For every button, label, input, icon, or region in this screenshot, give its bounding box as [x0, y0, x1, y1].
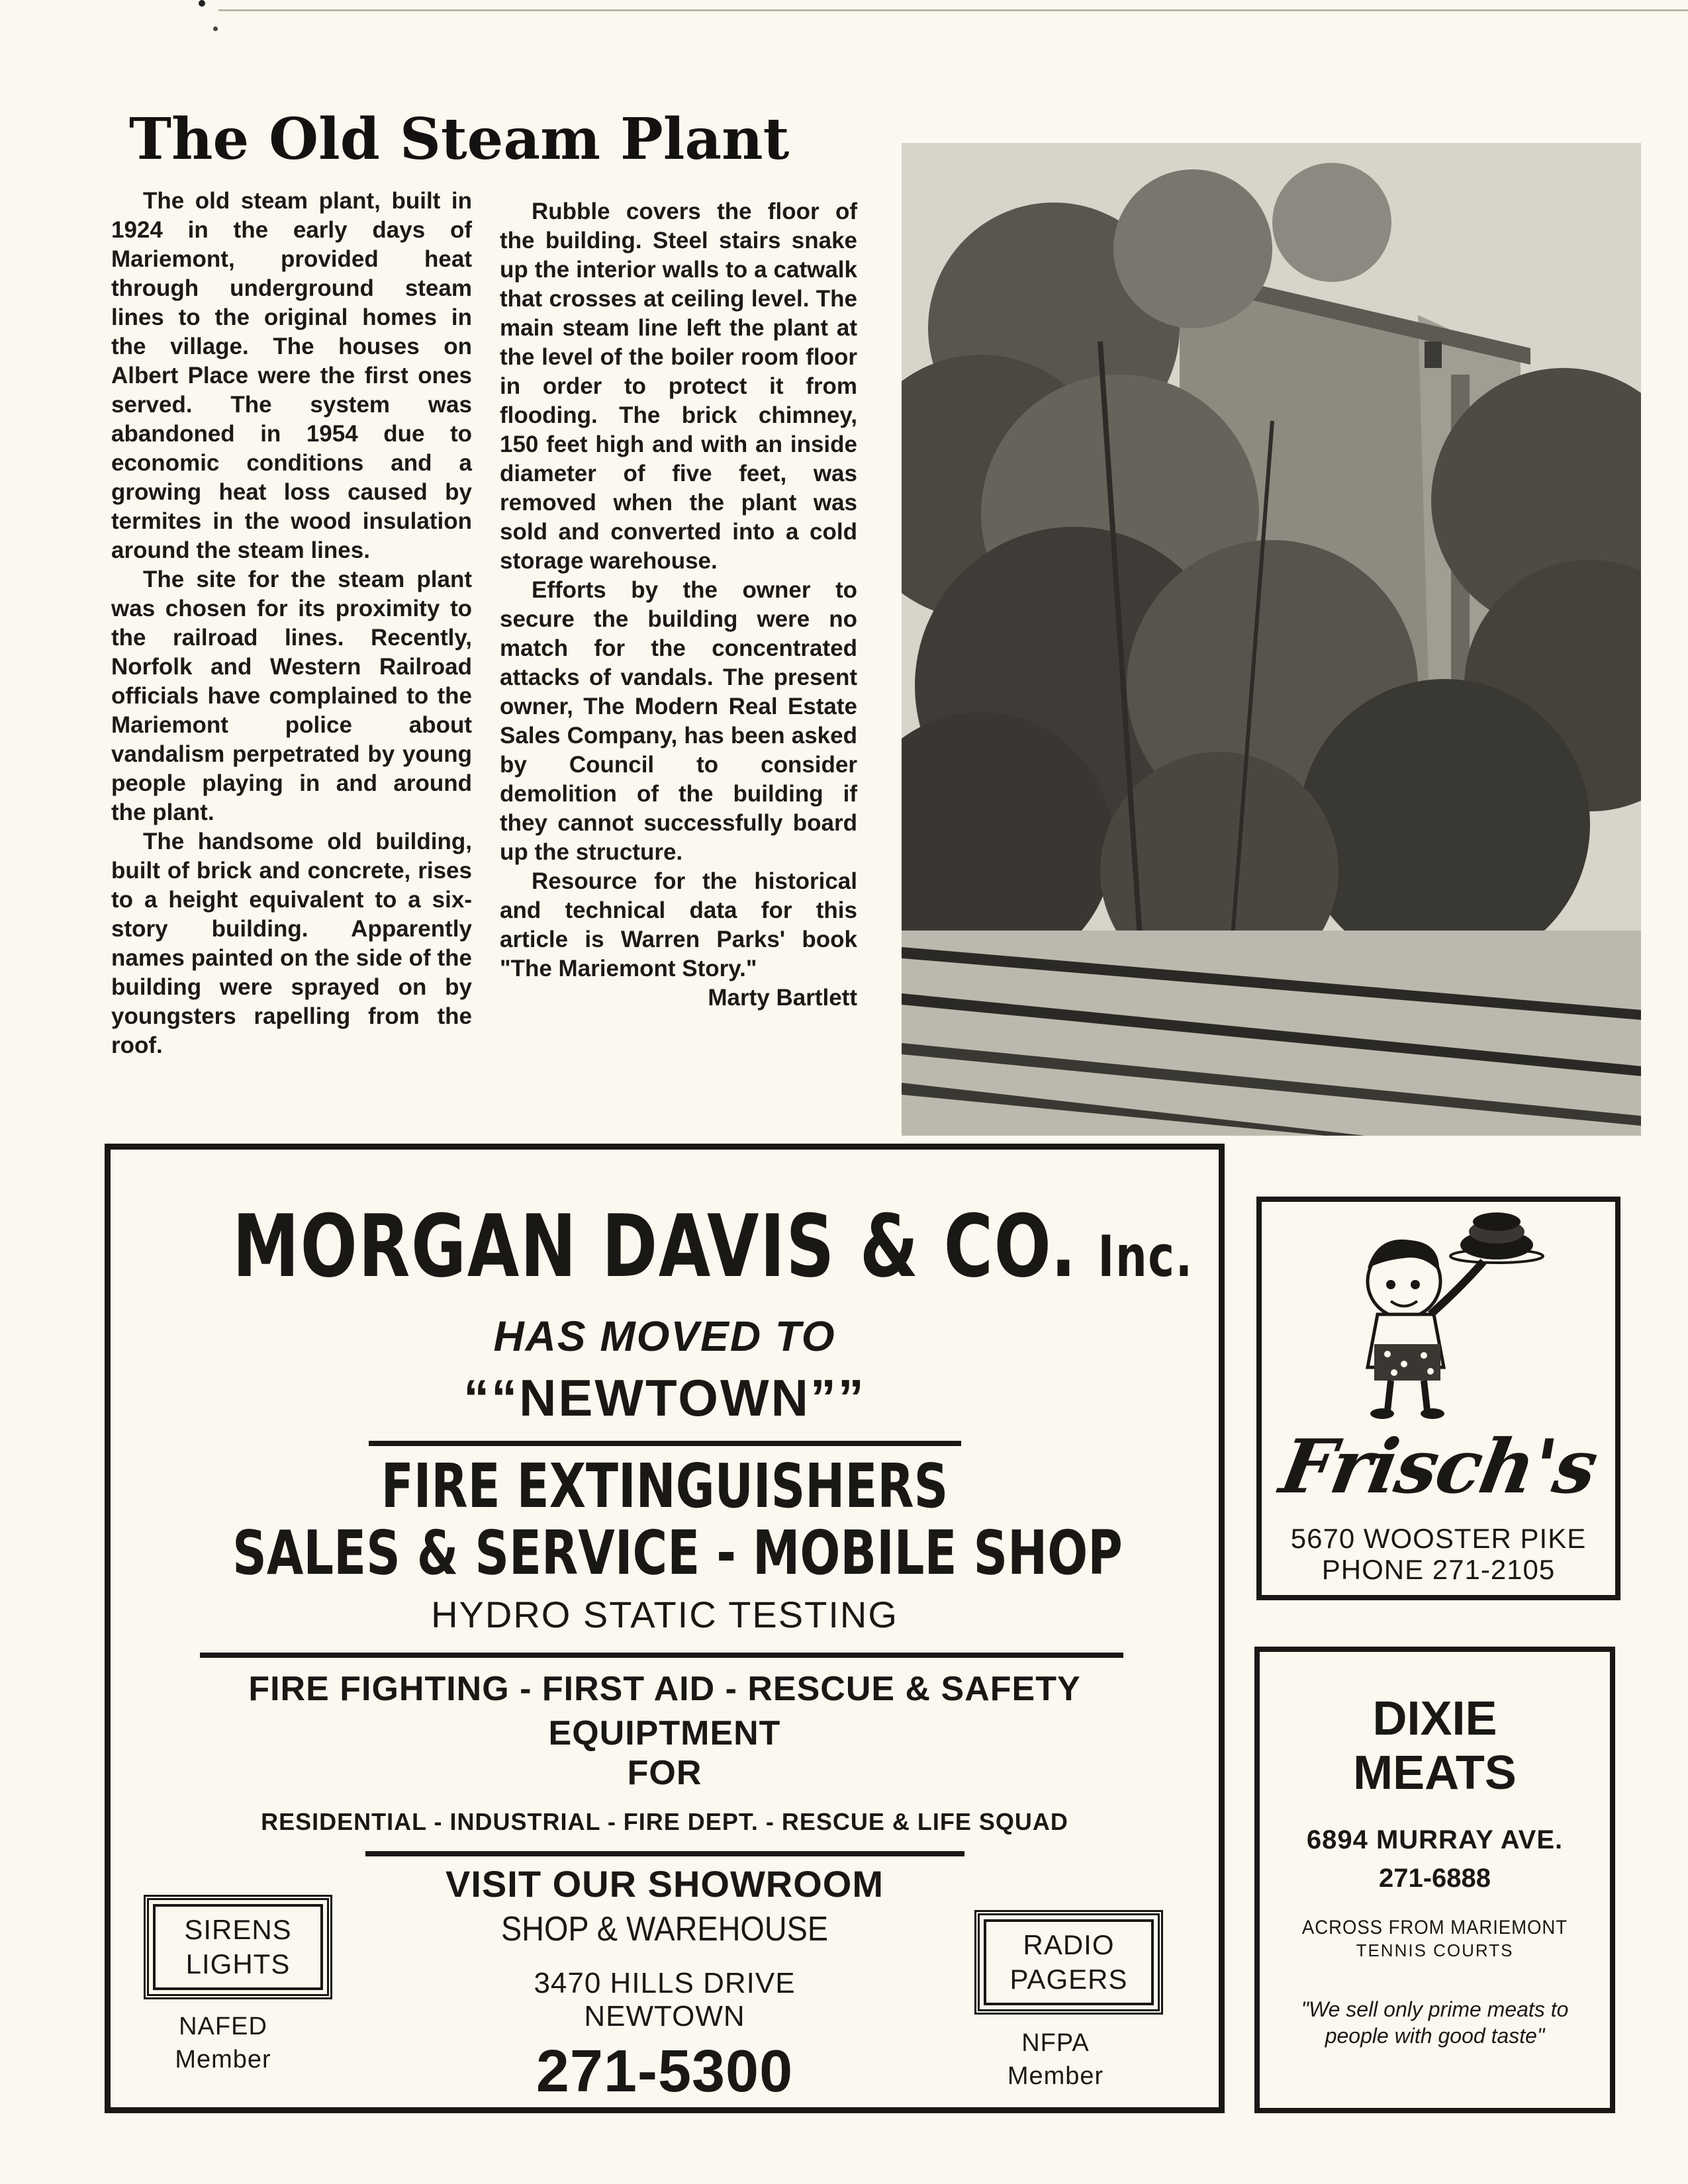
dixie-name-line: DIXIE	[1372, 1692, 1497, 1745]
hydro-testing-text: HYDRO STATIC TESTING	[431, 1594, 898, 1635]
corner-mark	[213, 26, 218, 31]
equipment-text: EQUIPTMENT	[548, 1714, 781, 1752]
sirens-label: SIRENS	[184, 1914, 292, 1945]
phone-number: 271-5300	[536, 2038, 794, 2105]
shop-warehouse-text: SHOP & WAREHOUSE	[500, 1910, 829, 1948]
divider-rule	[369, 1441, 961, 1446]
frischs-logo: Frisch's	[1274, 1424, 1603, 1510]
article-paragraph: Efforts by the owner to secure the building were no match for the concentrated attacks of vandals. The present owner, The Modern Real Estate Sales Company, has been asked by Council to consider demolition of the building if they cannot successfully board up the structure.	[500, 577, 857, 865]
steam-plant-photo	[902, 143, 1641, 1136]
nfpa-label: NFPA	[1021, 2029, 1090, 2057]
dixie-phone: 271-6888	[1378, 1864, 1491, 1893]
fire-fighting-text: FIRE FIGHTING - FIRST AID - RESCUE & SAFETY	[248, 1670, 1081, 1708]
dixie-slogan: "We sell only prime meats to people with good taste"	[1301, 1997, 1569, 2048]
frischs-phone: PHONE 271-2105	[1321, 1554, 1556, 1585]
dixie-address: 6894 MURRAY AVE.	[1306, 1825, 1564, 1854]
dixie-location-line: TENNIS COURTS	[1356, 1940, 1514, 1960]
corner-mark	[199, 0, 205, 7]
big-boy-mascot-icon	[1262, 1202, 1615, 1420]
frischs-address: 5670 WOOSTER PIKE	[1290, 1523, 1587, 1554]
nafed-label: NAFED	[179, 2013, 267, 2040]
article-paragraph: The handsome old building, built of brick and concrete, rises to a height equivalent to a six-story building. Apparently names painted on the side of the building were sprayed on by youngsters rapelling from the roof.	[111, 829, 472, 1058]
town-text: NEWTOWN	[584, 2000, 745, 2032]
showroom-heading: VISIT OUR SHOWROOM	[445, 1863, 884, 1905]
meats-name-line: MEATS	[1353, 1747, 1517, 1799]
frischs-advertisement	[1256, 1197, 1620, 1600]
radio-pagers-box	[974, 1910, 1163, 2015]
sirens-lights-box	[144, 1895, 332, 1999]
pagers-label: PAGERS	[1009, 1964, 1128, 1995]
member-label: Member	[175, 2046, 271, 2073]
article-column-2	[500, 197, 857, 1013]
morgan-davis-advertisement	[105, 1144, 1225, 2113]
company-name	[232, 1196, 1194, 1297]
steam-plant-photo-image	[902, 143, 1641, 1136]
article-title: The Old Steam Plant	[129, 106, 790, 173]
address-text: 3470 HILLS DRIVE	[534, 1967, 796, 1999]
article-paragraph: The old steam plant, built in 1924 in the early days of Mariemont, provided heat through underground steam lines to the original homes in the village. The houses on Albert Place were the first ones served. The system was abandoned in 1954 due to economic conditions and a growing heat loss caused by termites in the wood insulation around the steam lines.	[111, 188, 472, 563]
dixie-meats-name	[1260, 1692, 1610, 1800]
lights-label: LIGHTS	[185, 1948, 291, 1979]
article-column-1	[111, 187, 472, 1060]
sales-service-heading: SALES & SERVICE - MOBILE SHOP	[232, 1518, 1123, 1588]
member-label: Member	[1007, 2062, 1104, 2090]
nfpa-member	[968, 2026, 1143, 2093]
radio-label: RADIO	[1023, 1929, 1115, 1960]
company-inc: Inc.	[1098, 1224, 1194, 1290]
top-rule	[218, 9, 1688, 11]
moved-heading: HAS MOVED TO	[493, 1312, 836, 1360]
for-text: FOR	[627, 1754, 702, 1792]
article-paragraph: Rubble covers the floor of the building. Steel stairs snake up the interior walls to a catwalk that crosses at ceiling level. The main steam line left the plant at the level of the boiler room floor in order to protect it from flooding. The brick chimney, 150 feet high and with an inside diameter of five feet, was removed when the plant was sold and converted into a cold storage warehouse.	[500, 199, 857, 574]
dixie-meats-advertisement	[1254, 1647, 1615, 2113]
divider-rule	[200, 1653, 1123, 1658]
residential-text: RESIDENTIAL - INDUSTRIAL - FIRE DEPT. - RESCUE & LIFE SQUAD	[261, 1808, 1068, 1835]
newtown-heading: ““NEWTOWN””	[463, 1369, 866, 1427]
divider-rule	[365, 1851, 964, 1856]
fire-extinguishers-heading: FIRE EXTINGUISHERS	[381, 1451, 949, 1522]
nafed-member	[137, 2010, 309, 2076]
article-byline: Marty Bartlett	[708, 985, 857, 1011]
dixie-location-line: ACROSS FROM MARIEMONT	[1301, 1917, 1568, 1938]
article-paragraph: The site for the steam plant was chosen for its proximity to the railroad lines. Recently, Norfolk and Western Railroad officials have complained to the Mariemont police about vandalism perpetrated by young people playing in and around the plant.	[111, 567, 472, 825]
article-paragraph: Resource for the historical and technical data for this article is Warren Parks' book "The Mariemont Story."	[500, 868, 857, 981]
company-name-text: MORGAN DAVIS & CO.	[232, 1196, 1078, 1297]
